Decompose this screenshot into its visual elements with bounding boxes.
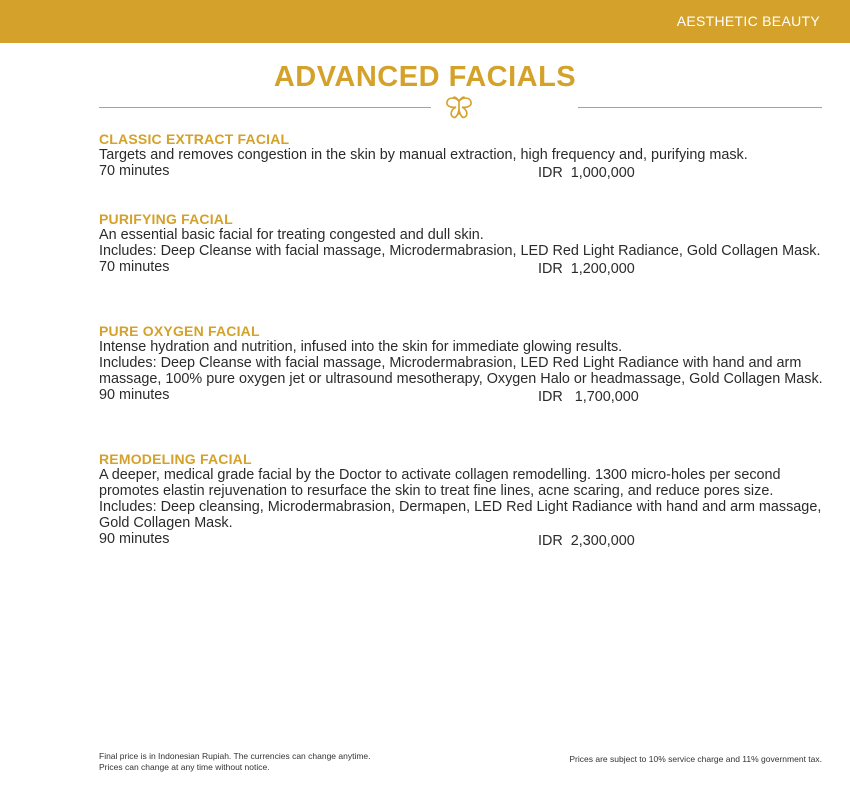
- footer-note-line: Final price is in Indonesian Rupiah. The currencies can change anytime.: [99, 751, 371, 761]
- footer-currency-note: [99, 751, 371, 773]
- service-name: PURE OXYGEN FACIAL: [99, 323, 260, 339]
- page-title: ADVANCED FACIALS: [273, 61, 577, 93]
- service-includes: Includes: Deep Cleanse with facial massage, Microdermabrasion, LED Red Light Radiance, Gold Collagen Mask.: [99, 243, 821, 259]
- top-banner: [0, 0, 850, 43]
- service-description: Intense hydration and nutrition, infused into the skin for immediate glowing results.: [99, 339, 623, 355]
- service-duration: 70 minutes: [99, 259, 170, 275]
- service-duration: 70 minutes: [99, 163, 170, 179]
- service-description: Targets and removes congestion in the skin by manual extraction, high frequency and, purifying mask.: [99, 147, 748, 163]
- service-meta: [99, 163, 824, 179]
- title-divider: [99, 98, 822, 118]
- service-meta: [99, 259, 824, 275]
- service-price: IDR 2,300,000: [538, 533, 635, 549]
- service-duration: 90 minutes: [99, 387, 170, 403]
- service-price: IDR 1,700,000: [538, 389, 639, 405]
- service-classic-extract-facial: [99, 131, 824, 179]
- service-name: REMODELING FACIAL: [99, 451, 252, 467]
- service-includes: Includes: Deep cleansing, Microdermabrasion, Dermapen, LED Red Light Radiance with hand and arm massage, Gold Collagen Mask.: [99, 499, 822, 531]
- divider-line-left: [99, 107, 431, 108]
- divider-line-right: [578, 107, 822, 108]
- service-name: PURIFYING FACIAL: [99, 211, 233, 227]
- section-label: AESTHETIC BEAUTY: [676, 13, 820, 29]
- service-pure-oxygen-facial: [99, 323, 824, 403]
- service-remodeling-facial: [99, 451, 824, 547]
- service-description: An essential basic facial for treating congested and dull skin.: [99, 227, 484, 243]
- footer-tax-note: Prices are subject to 10% service charge and 11% government tax.: [569, 754, 822, 764]
- service-duration: 90 minutes: [99, 531, 170, 547]
- footer-note-line: Prices can change at any time without notice.: [99, 762, 270, 772]
- service-price: IDR 1,200,000: [538, 261, 635, 277]
- service-price: IDR 1,000,000: [538, 165, 635, 181]
- service-includes: Includes: Deep Cleanse with facial massage, Microdermabrasion, LED Red Light Radiance with hand and arm massage, 100% pure oxygen jet or ultrasound mesotherapy, Oxygen Halo or headmassage, Gold Collagen Mask.: [99, 355, 823, 387]
- service-name: CLASSIC EXTRACT FACIAL: [99, 131, 290, 147]
- service-meta: [99, 531, 824, 547]
- service-description: A deeper, medical grade facial by the Doctor to activate collagen remodelling. 1300 micro-holes per second promotes elastin rejuvenation to resurface the skin to treat fine lines, acne scaring, and reduce pores size.: [99, 467, 781, 499]
- butterfly-ornament-icon: [443, 96, 475, 120]
- service-meta: [99, 387, 824, 403]
- service-purifying-facial: [99, 211, 824, 275]
